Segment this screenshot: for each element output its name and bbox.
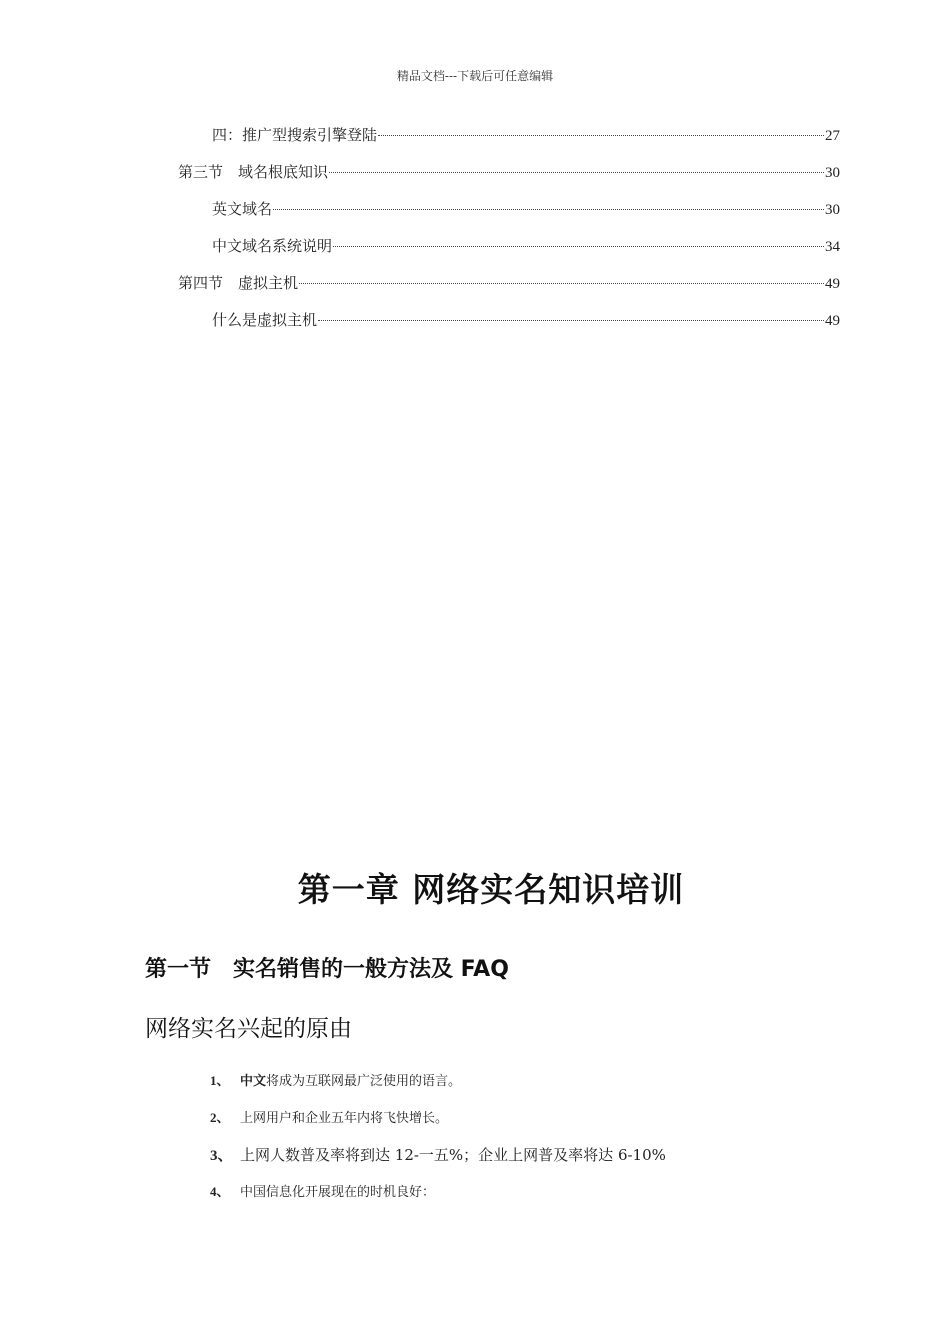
toc-leader-dots bbox=[378, 135, 824, 136]
subsection-title: 网络实名兴起的原由 bbox=[145, 1016, 352, 1042]
toc-entry-page: 27 bbox=[825, 128, 840, 144]
toc-entry-page: 30 bbox=[825, 165, 840, 181]
list-item bbox=[210, 1107, 666, 1144]
list-item-text: 上网人数普及率将到达 12-一五%；企业上网普及率将达 6-10% bbox=[240, 1146, 666, 1164]
numbered-list bbox=[210, 1070, 666, 1218]
toc-leader-dots bbox=[333, 246, 824, 247]
toc-entry-label: 英文域名 bbox=[212, 200, 273, 218]
toc-entry-page: 34 bbox=[825, 239, 840, 255]
toc-leader-dots bbox=[329, 172, 824, 173]
toc-entry-label: 中文域名系统说明 bbox=[212, 237, 333, 255]
toc-entry[interactable] bbox=[178, 198, 840, 235]
toc-leader-dots bbox=[273, 209, 824, 210]
toc-entry-page: 30 bbox=[825, 202, 840, 218]
list-item-number: 3、 bbox=[210, 1148, 233, 1164]
toc-entry[interactable] bbox=[178, 272, 840, 309]
table-of-contents bbox=[178, 124, 840, 346]
toc-entry-label: 第三节 域名根底知识 bbox=[178, 163, 329, 181]
list-item-text: 将成为互联网最广泛使用的语言。 bbox=[266, 1074, 462, 1089]
list-item-text: 中国信息化开展现在的时机良好： bbox=[240, 1185, 436, 1200]
list-item-number: 4、 bbox=[210, 1184, 230, 1199]
list-item-number: 1、 bbox=[210, 1073, 230, 1088]
list-item bbox=[210, 1181, 666, 1218]
toc-entry-page: 49 bbox=[825, 276, 840, 292]
toc-entry-label: 四：推广型搜索引擎登陆 bbox=[212, 126, 378, 144]
toc-entry-label: 什么是虚拟主机 bbox=[212, 311, 318, 329]
toc-entry[interactable] bbox=[178, 309, 840, 346]
toc-leader-dots bbox=[299, 283, 824, 284]
list-item-number: 2、 bbox=[210, 1110, 230, 1125]
toc-entry-label: 第四节 虚拟主机 bbox=[178, 274, 299, 292]
chapter-title: 第一章 网络实名知识培训 bbox=[297, 870, 685, 909]
list-item-emphasis: 中文 bbox=[240, 1074, 267, 1089]
list-item-text: 上网用户和企业五年内将飞快增长。 bbox=[240, 1111, 449, 1126]
toc-entry[interactable] bbox=[178, 161, 840, 198]
page-header: 精品文档---下载后可任意编辑 bbox=[396, 69, 554, 83]
toc-entry[interactable] bbox=[178, 124, 840, 161]
section-title: 第一节 实名销售的一般方法及 FAQ bbox=[145, 957, 509, 982]
toc-entry[interactable] bbox=[178, 235, 840, 272]
toc-leader-dots bbox=[318, 320, 824, 321]
toc-entry-page: 49 bbox=[825, 313, 840, 329]
list-item bbox=[210, 1144, 666, 1181]
list-item bbox=[210, 1070, 666, 1107]
